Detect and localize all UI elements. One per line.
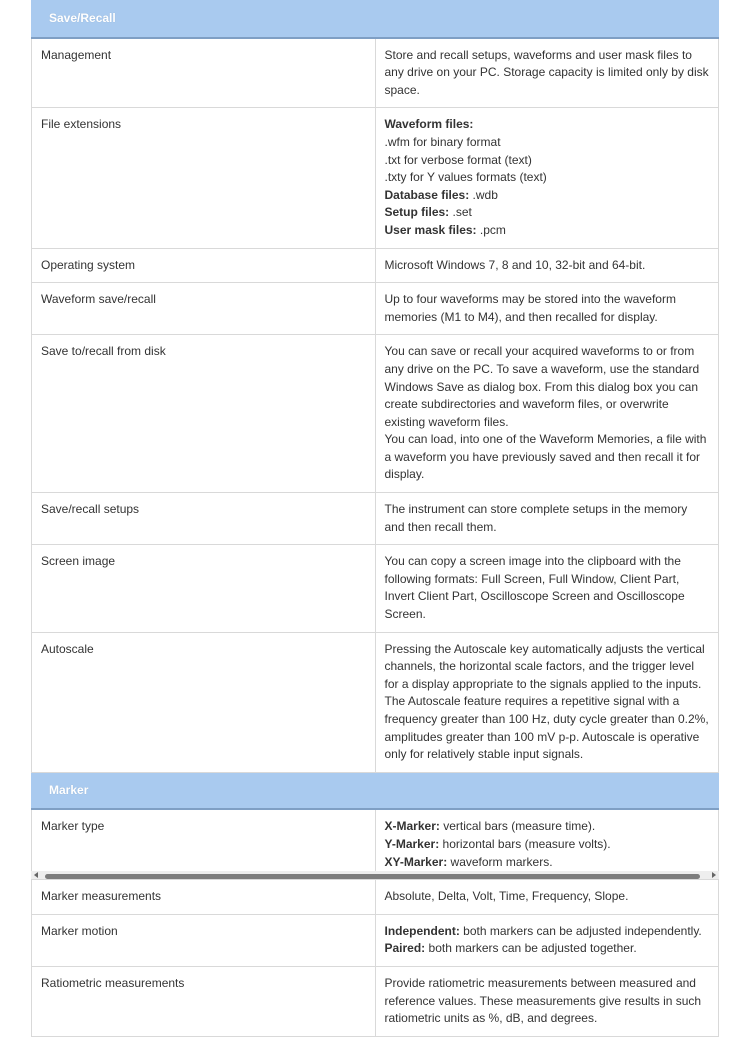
xy-marker-label: XY-Marker: [384, 854, 448, 869]
row-value-save-to-disk [375, 335, 719, 493]
waveform-files-label: Waveform files: [384, 117, 474, 132]
row-label-ratiometric: Ratiometric measurements [32, 966, 376, 1036]
x-marker-label: X-Marker: [384, 819, 440, 834]
wfm-extension: .wfm for binary format [384, 134, 501, 149]
table-row [32, 914, 719, 966]
row-value-waveform-save-recall: Up to four waveforms may be stored into the waveform memories (M1 to M4), and then recalled for display. [375, 283, 719, 335]
table-row [32, 335, 719, 493]
row-value-screen-image: You can copy a screen image into the clipboard with the following formats: Full Screen, Full Window, Client Part, Invert Client Part, Oscilloscope Screen and Oscilloscope Screen. [375, 545, 719, 632]
setup-files-value: .set [449, 205, 472, 220]
database-files-label: Database files: [384, 187, 470, 202]
row-value-marker-type [375, 809, 719, 879]
save-to-disk-paragraph-2: You can load, into one of the Waveform Memories, a file with a waveform you have previously saved and then recall it for display. [384, 432, 707, 482]
table-row [32, 108, 719, 248]
mask-files-label: User mask files: [384, 222, 477, 237]
table-row [32, 632, 719, 772]
xy-marker-value: waveform markers. [447, 854, 553, 869]
x-marker-value: vertical bars (measure time). [439, 819, 596, 834]
table-row [32, 966, 719, 1036]
row-value-save-recall-setups: The instrument can store complete setups in the memory and then recall them. [375, 493, 719, 545]
paired-label: Paired: [384, 941, 426, 956]
section-title: Save/Recall [32, 1, 719, 38]
row-label-marker-motion: Marker motion [32, 914, 376, 966]
txt-extension: .txt for verbose format (text) [384, 152, 532, 167]
row-value-operating-system: Microsoft Windows 7, 8 and 10, 32-bit and 64-bit. [375, 248, 719, 283]
mask-files-value: .pcm [476, 222, 506, 237]
txty-extension: .txty for Y values formats (text) [384, 170, 547, 185]
row-label-management: Management [32, 38, 376, 108]
autoscale-paragraph-1: Pressing the Autoscale key automatically adjusts the vertical channels, the horizontal scale factors, and the trigger level for a display appropriate to the signals applied to the inputs. [384, 641, 705, 691]
section-header-marker [32, 772, 719, 809]
table-row [32, 283, 719, 335]
table-row [32, 545, 719, 632]
row-value-marker-measurements: Absolute, Delta, Volt, Time, Frequency, Slope. [375, 880, 719, 915]
table-row [32, 809, 719, 879]
row-value-file-extensions [375, 108, 719, 248]
section-title: Marker [32, 772, 719, 809]
specifications-table [31, 0, 719, 1037]
row-label-operating-system: Operating system [32, 248, 376, 283]
row-label-marker-type: Marker type [32, 809, 376, 879]
row-label-file-extensions: File extensions [32, 108, 376, 248]
table-row [32, 493, 719, 545]
table-row [32, 38, 719, 108]
horizontal-scrollbar[interactable] [31, 871, 719, 879]
save-to-disk-paragraph-1: You can save or recall your acquired waveforms to or from any drive on the PC. To save a waveform, use the standard Windows Save as dialog box. From this dialog box you can create subdirectories and waveform files, or overwrite existing waveform files. [384, 344, 700, 429]
row-label-marker-measurements: Marker measurements [32, 880, 376, 915]
scroll-left-arrow-icon[interactable] [34, 872, 38, 878]
database-files-value: .wdb [469, 187, 498, 202]
independent-label: Independent: [384, 923, 460, 938]
row-value-autoscale [375, 632, 719, 772]
row-label-save-recall-setups: Save/recall setups [32, 493, 376, 545]
independent-value: both markers can be adjusted independently. [459, 923, 702, 938]
table-row [32, 880, 719, 915]
row-value-marker-motion [375, 914, 719, 966]
y-marker-value: horizontal bars (measure volts). [439, 836, 611, 851]
autoscale-paragraph-2: The Autoscale feature requires a repetitive signal with a frequency greater than 100 Hz, duty cycle greater than 0.2%, amplitudes greater than 100 mV p-p. Autoscale is operative only for relatively stable input signals. [384, 694, 709, 762]
row-value-ratiometric: Provide ratiometric measurements between measured and reference values. These measurements give results in such ratiometric units as %, dB, and degrees. [375, 966, 719, 1036]
setup-files-label: Setup files: [384, 205, 450, 220]
scroll-right-arrow-icon[interactable] [712, 872, 716, 878]
table-row [32, 248, 719, 283]
section-header-save-recall [32, 1, 719, 38]
row-label-autoscale: Autoscale [32, 632, 376, 772]
y-marker-label: Y-Marker: [384, 836, 440, 851]
row-label-waveform-save-recall: Waveform save/recall [32, 283, 376, 335]
row-label-screen-image: Screen image [32, 545, 376, 632]
scrollbar-thumb[interactable] [45, 874, 700, 879]
row-label-save-to-disk: Save to/recall from disk [32, 335, 376, 493]
paired-value: both markers can be adjusted together. [425, 941, 637, 956]
row-value-management: Store and recall setups, waveforms and user mask files to any drive on your PC. Storage capacity is limited only by disk space. [375, 38, 719, 108]
